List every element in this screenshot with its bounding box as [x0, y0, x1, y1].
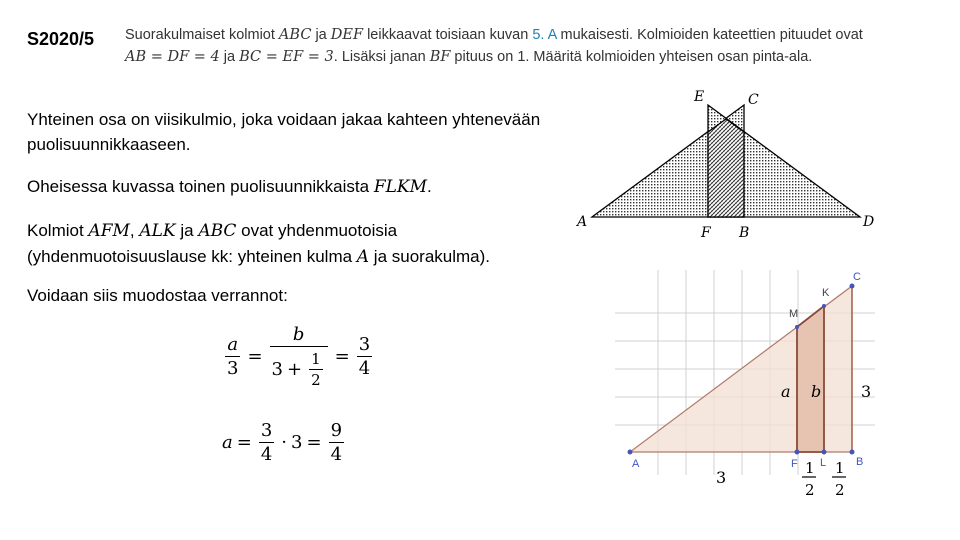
eq1-three: 3 [227, 358, 239, 379]
segment-bf: BF [429, 49, 451, 65]
solution-equation [222, 420, 347, 465]
paragraph-pentagon: Yhteinen osa on viisikulmio, joka voidaan jakaa kahteen yhtenevään puolisuunnikkaaseen. [27, 110, 541, 154]
eq1-r-num: 3 [358, 334, 371, 355]
problem-text-4: mukaisesti. Kolmioiden kateettien pituudet ovat [556, 27, 863, 43]
label-c: C [748, 92, 759, 108]
eq1-denominator [270, 346, 328, 389]
problem-text-1: Suorakulmaiset kolmiot [125, 27, 279, 43]
intersection-pentagon [708, 119, 744, 217]
half-lb-num: 1 [835, 459, 845, 477]
problem-code: S2020/5 [27, 29, 95, 49]
triangle-def: DEF [330, 27, 364, 43]
segment-label-a: a [781, 382, 791, 401]
point-b: B [856, 456, 864, 468]
p3-text-1: Kolmiot [27, 221, 89, 240]
eq1-one: 1 [311, 350, 321, 368]
p3-text-2: ovat yhdenmuotoisia (yhdenmuotoisuuslause kk: yhteinen kulma [27, 221, 398, 266]
eq2-r-num: 9 [330, 420, 343, 441]
fraction-3-over-4 [357, 334, 372, 379]
angle-a: A [356, 247, 370, 267]
trapezoid-flkm-shape [797, 306, 824, 452]
point-c: C [853, 271, 861, 283]
point-l: L [820, 457, 827, 469]
p3-comma: , [129, 221, 140, 240]
eq1-equals-1: = [247, 346, 263, 367]
label-b: B [739, 225, 750, 241]
eq2-num: 3 [260, 420, 273, 441]
problem-text-2: ja [311, 27, 331, 43]
half-fl-num: 1 [805, 459, 815, 477]
eq2-a: a [222, 432, 233, 453]
label-d: D [863, 214, 875, 230]
paragraph-similarity [27, 218, 567, 270]
segment-label-b: b [811, 382, 822, 401]
eq1-r-den: 4 [358, 358, 371, 379]
trapezoid-flkm: FLKM [373, 177, 428, 197]
eq2-equals-1: = [236, 432, 252, 453]
figure-link[interactable]: 5. A [532, 27, 557, 43]
eq1-den-three: 3 [271, 359, 283, 380]
half-label-fl [802, 459, 816, 499]
triangle-abc: ABC [278, 27, 312, 43]
eq2-den: 4 [260, 444, 273, 465]
eq2-dot: · [281, 432, 288, 453]
triangle-afm: AFM [88, 221, 130, 241]
eq1-two: 2 [311, 371, 321, 389]
point-f: F [791, 458, 798, 470]
triangle-alk: ALK [139, 221, 176, 241]
point-m: M [789, 308, 799, 320]
label-f: F [701, 225, 711, 241]
label-e: E [694, 89, 705, 105]
point-a: A [632, 458, 640, 470]
paragraph-trapezoid [27, 174, 432, 200]
eq2-equals-2: = [306, 432, 322, 453]
eq1-b: b [292, 324, 305, 345]
triangle-abc-2: ABC [198, 221, 237, 241]
problem-text-7: pituus on 1. Määritä kolmioiden yhteisen osan pinta-ala. [450, 49, 813, 65]
p2-dot: . [427, 177, 432, 196]
equation-ab-df: AB = DF = 4 [125, 49, 220, 65]
p2-text: Oheisessa kuvassa toinen puolisuunnikkaista [27, 177, 374, 196]
fraction-a-over-3 [225, 334, 240, 379]
equation-bc-ef: BC = EF = 3 [239, 49, 334, 65]
fraction-half [309, 350, 323, 389]
paragraph-proportions: Voidaan siis muodostaa verrannot: [27, 286, 288, 305]
fraction-9-over-4 [329, 420, 344, 465]
p3-text-3: ja suorakulma). [369, 247, 491, 266]
fraction-b-over-sum [270, 324, 328, 389]
figure-intersecting-triangles [570, 85, 890, 245]
half-label-lb [832, 459, 846, 499]
segment-label-af: 3 [716, 468, 727, 487]
label-a: A [577, 214, 588, 230]
eq1-a: a [227, 334, 239, 355]
problem-text-6: . Lisäksi janan [333, 49, 430, 65]
problem-text-5: ja [219, 49, 240, 65]
half-fl-den: 2 [805, 481, 815, 499]
problem-statement [125, 24, 925, 68]
half-lb-den: 2 [835, 481, 845, 499]
eq2-three: 3 [291, 432, 303, 453]
p3-and: ja [175, 221, 199, 240]
fraction-3-over-4-b [259, 420, 274, 465]
point-k: K [822, 287, 830, 299]
eq2-r-den: 4 [330, 444, 343, 465]
proportion-equation [222, 324, 375, 389]
eq1-equals-2: = [334, 346, 350, 367]
figure-trapezoid-construction [610, 265, 900, 505]
segment-label-bc: 3 [861, 382, 872, 401]
problem-text-3: leikkaavat toisiaan kuvan [363, 27, 533, 43]
eq1-plus: + [287, 359, 303, 380]
